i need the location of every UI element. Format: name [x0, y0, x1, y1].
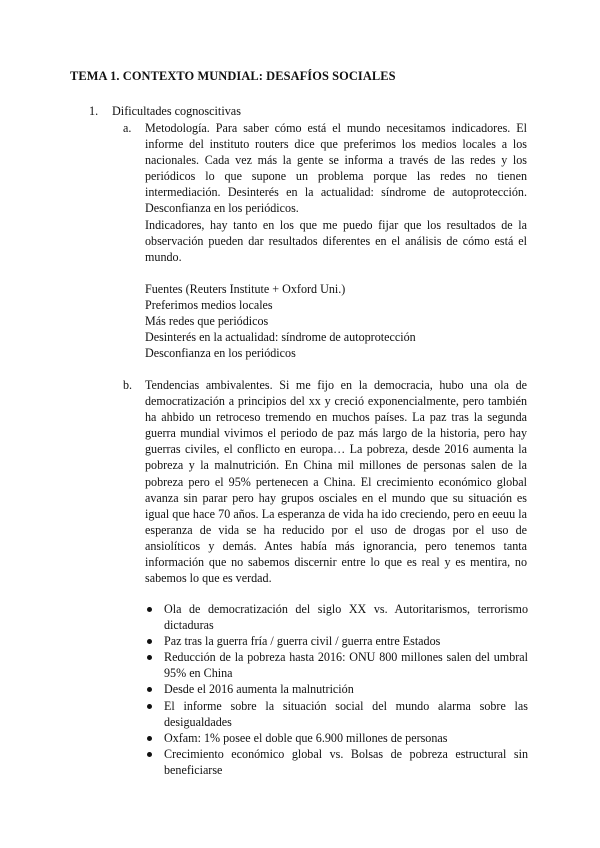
list-item: El informe sobre la situación social del mundo alarma sobre las desigualdades [164, 698, 528, 730]
bullet-list [164, 601, 528, 778]
list-item: Oxfam: 1% posee el doble que 6.900 millones de personas [164, 730, 528, 746]
list-item: Reducción de la pobreza hasta 2016: ONU 800 millones salen del umbral 95% en China [164, 649, 528, 681]
bullet-icon [147, 607, 152, 612]
item-a-paragraph: Indicadores, hay tanto en los que me puedo fijar que los resultados de la observación pueden dar resultados diferentes en el análisis de cómo está el mundo. [145, 217, 527, 264]
note-line: Desinterés en la actualidad: síndrome de autoprotección [145, 330, 416, 345]
bullet-icon [147, 752, 152, 757]
item-a-paragraph: Metodología. Para saber cómo está el mundo necesitamos indicadores. El informe del instituto routers dice que preferimos los medios locales a los nacionales. Cada vez más la gente se informa a través de las redes y los periódicos lo que supone un problema porque las redes no tienen intermediación. Desinterés en la actualidad: síndrome de autoprotección. Desconfianza en los periódicos. [145, 121, 527, 216]
section-label: Dificultades cognoscitivas [112, 104, 241, 118]
note-line: Fuentes (Reuters Institute + Oxford Uni.) [145, 281, 346, 296]
bullet-icon [147, 736, 152, 741]
note-line: Preferimos medios locales [145, 297, 273, 312]
list-item: Crecimiento económico global vs. Bolsas de pobreza estructural sin beneficiarse [164, 746, 528, 778]
bullet-icon [147, 704, 152, 709]
page-title: TEMA 1. CONTEXTO MUNDIAL: DESAFÍOS SOCIALES [70, 69, 396, 83]
item-a [123, 120, 527, 361]
item-b [123, 377, 527, 586]
item-b-paragraph: Tendencias ambivalentes. Si me fijo en la democracia, hubo una ola de democratización a principios del xx y creció exponencialmente, pero también ha ahbido un retroceso tremendo en muchos países. La paz tras la segunda guerra mundial vivimos el periodo de paz más largo de la historia, pero hay guerras civiles, el conflicto en europa… La pobreza, desde 2016 aumenta la pobreza y la malnutrición. En China mil millones de personas salen de la pobreza pero el 95% pertenecen a China. El crecimiento económico global avanza sin parar pero hay grupos osciales en el mundo que su situación es igual que hace 70 años. La esperanza de vida ha ido creciendo, pero en eeuu la esperanza de vida se ha reducido por el uso de drogas por el uso de ansiolíticos y demás. Antes había más ignorancia, pero tenemos tanta información que no sabemos discernir entre lo que es real y es mentira, no sabemos lo que es verdad. [145, 378, 527, 586]
section-number: 1. [89, 104, 99, 118]
bullet-icon [147, 655, 152, 660]
list-item: Desde el 2016 aumenta la malnutrición [164, 681, 528, 697]
note-line: Más redes que periódicos [145, 314, 269, 329]
item-b-letter: b. [123, 378, 133, 392]
bullet-icon [147, 687, 152, 692]
item-a-letter: a. [123, 121, 132, 135]
note-line: Desconfianza en los periódicos [145, 346, 296, 361]
list-item: Ola de democratización del siglo XX vs. Autoritarismos, terrorismo dictaduras [164, 601, 528, 633]
list-item: Paz tras la guerra fría / guerra civil / guerra entre Estados [164, 633, 528, 649]
bullet-icon [147, 639, 152, 644]
